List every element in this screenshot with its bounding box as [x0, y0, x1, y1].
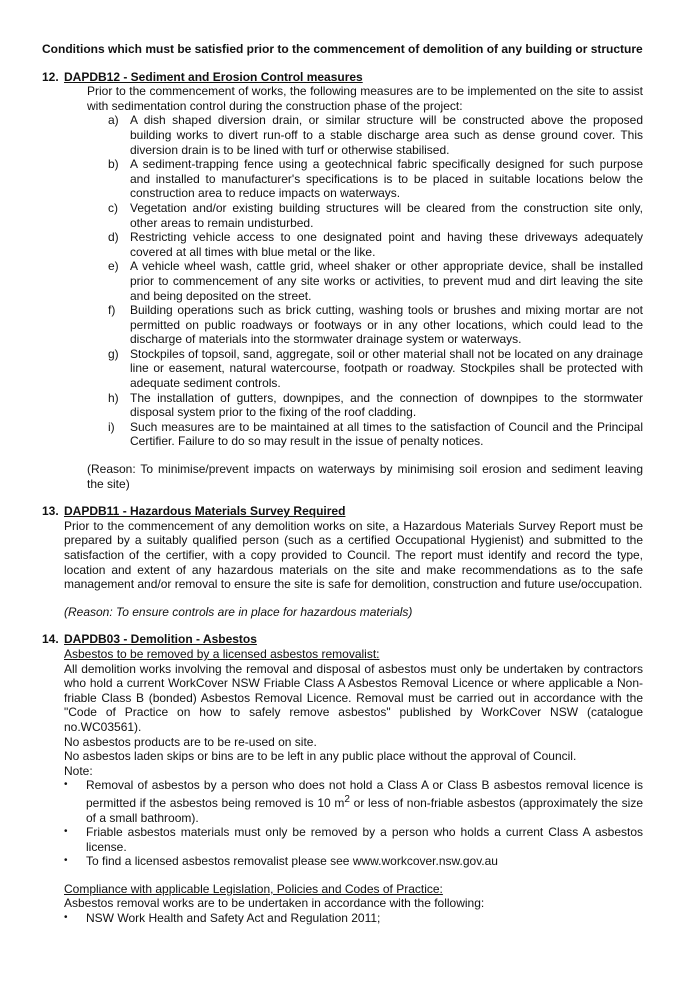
- list-item: [64, 911, 643, 926]
- bullet-icon: •: [64, 912, 68, 924]
- bullet-text: Friable asbestos materials must only be removed by a person who holds a current Class A asbestos license.: [86, 825, 643, 854]
- item-label: f): [108, 303, 116, 318]
- list-item: [108, 201, 643, 230]
- list-item: [108, 303, 643, 347]
- page-heading: Conditions which must be satisfied prior to the commencement of demolition of any building or structure: [42, 42, 643, 56]
- item-label: h): [108, 390, 119, 405]
- superscript: 2: [344, 793, 350, 805]
- condition-section-14: [42, 632, 643, 925]
- item-label: g): [108, 346, 119, 361]
- item-text: The installation of gutters, downpipes, and the connection of downpipes to the stormwater disposal system prior to the fixing of the roof cladding.: [130, 390, 643, 420]
- reason-text: (Reason: To minimise/prevent impacts on waterways by minimising soil erosion and sediment leaving the site): [87, 462, 643, 491]
- item-text: A vehicle wheel wash, cattle grid, wheel shaker or other appropriate device, shall be installed prior to commencement of any site works or activities, to prevent mud and dirt leaving the site and being deposited on the street.: [130, 259, 643, 303]
- section-title: [42, 504, 643, 519]
- condition-section-13: [42, 504, 643, 619]
- compliance-bullets: [64, 911, 643, 926]
- section-body: All demolition works involving the removal and disposal of asbestos must only be undertaken by contractors who hold a current WorkCover NSW Friable Class A Asbestos Removal Licence or where applicable a Non-friable Class B (bonded) Asbestos Removal Licence. Removal must be carried out in accordance with the "Code of Practice on how to safely remove asbestos" published by WorkCover NSW (catalogue no.WC03561).: [64, 661, 643, 734]
- bullet-icon: •: [64, 826, 68, 838]
- note-label: Note:: [64, 763, 93, 778]
- section-body: Prior to the commencement of any demolition works on site, a Hazardous Materials Survey Report must be prepared by a suitably qualified person (such as a certified Occupational Hygienist) and submitted to the satisfaction of the certifier, with a copy provided to Council. The report must identify and record the type, location and extent of any hazardous materials on the site and make recommendations as to the safe management and/or removal to ensure the site is safe for demolition, construction and future use/occupation.: [64, 518, 643, 592]
- list-item: [108, 420, 643, 449]
- note-bullets: [64, 778, 643, 869]
- list-item: [108, 230, 643, 259]
- bullet-icon: •: [64, 779, 68, 791]
- item-text: A dish shaped diversion drain, or similar structure will be constructed above the proposed building works to divert run-off to a stable discharge area such as dense ground cover. This diversion drain is to be lined with turf or otherwise stabilised.: [130, 113, 643, 157]
- section-number: 13.: [42, 504, 59, 519]
- item-label: a): [108, 113, 119, 128]
- section-intro: Prior to the commencement of works, the following measures are to be implemented on the site to assist with sedimentation control during the construction phase of the project:: [87, 84, 643, 113]
- item-text: Restricting vehicle access to one designated point and having these driveways adequately covered at all times with blue metal or the like.: [130, 230, 643, 259]
- subheading: Asbestos to be removed by a licensed asbestos removalist:: [64, 646, 380, 661]
- skips-statement: No asbestos laden skips or bins are to be left in any public place without the approval of Council.: [64, 749, 577, 764]
- section-code: DAPDB12 - Sediment and Erosion Control measures: [64, 69, 363, 84]
- list-item: [64, 854, 643, 869]
- list-item: [108, 157, 643, 201]
- reuse-statement: No asbestos products are to be re-used on site.: [64, 734, 317, 749]
- item-label: d): [108, 230, 119, 245]
- item-text: Building operations such as brick cutting, washing tools or brushes and mixing mortar are not permitted on public roadways or footways or in any other locations, which could lead to the discharge of materials into the stormwater drainage system or waterways.: [130, 303, 643, 347]
- bullet-text: To find a licensed asbestos removalist please see www.workcover.nsw.gov.au: [86, 854, 498, 869]
- item-text: Such measures are to be maintained at all times to the satisfaction of Council and the Principal Certifier. Failure to do so may result in the issue of penalty notices.: [130, 419, 643, 449]
- list-item: [108, 113, 643, 157]
- section-title: [42, 70, 643, 85]
- item-label: c): [108, 200, 118, 215]
- item-label: e): [108, 259, 119, 274]
- list-item: [108, 347, 643, 391]
- item-label: i): [108, 419, 115, 434]
- item-text: Stockpiles of topsoil, sand, aggregate, soil or other material shall not be located on any drainage line or easement, natural watercourse, footpath or roadway. Stockpiles shall be protected with adequate sediment controls.: [130, 346, 643, 391]
- list-item: [108, 391, 643, 420]
- item-text: Vegetation and/or existing building structures will be cleared from the construction site only, other areas to remain undisturbed.: [130, 200, 643, 230]
- compliance-heading: Compliance with applicable Legislation, Policies and Codes of Practice:: [64, 881, 443, 896]
- compliance-intro: Asbestos removal works are to be undertaken in accordance with the following:: [64, 896, 485, 911]
- list-item: [64, 778, 643, 825]
- reason-text: (Reason: To ensure controls are in place for hazardous materials): [64, 604, 413, 619]
- measures-list: [108, 113, 643, 449]
- section-number: 12.: [42, 69, 59, 84]
- list-item: [108, 259, 643, 303]
- item-text: A sediment-trapping fence using a geotechnical fabric specifically designed for such purpose and installed to manufacturer's specifications is to be placed in suitable locations below the construction area to reduce impacts on waterways.: [130, 157, 643, 201]
- section-number: 14.: [42, 632, 59, 647]
- item-label: b): [108, 157, 119, 172]
- bullet-text: Removal of asbestos by a person who does not hold a Class A or Class B asbestos removal licence is permitted if the asbestos being removed is 10 m: [86, 778, 643, 810]
- bullet-text: or less of non-friable asbestos (approximately the size of a small bathroom).: [86, 795, 644, 825]
- section-code: DAPDB11 - Hazardous Materials Survey Required: [64, 504, 346, 519]
- condition-section-12: [42, 70, 643, 492]
- section-code: DAPDB03 - Demolition - Asbestos: [64, 632, 257, 647]
- bullet-icon: •: [64, 855, 68, 867]
- bullet-text: NSW Work Health and Safety Act and Regulation 2011;: [86, 911, 381, 926]
- section-title: [42, 632, 643, 647]
- list-item: [64, 825, 643, 854]
